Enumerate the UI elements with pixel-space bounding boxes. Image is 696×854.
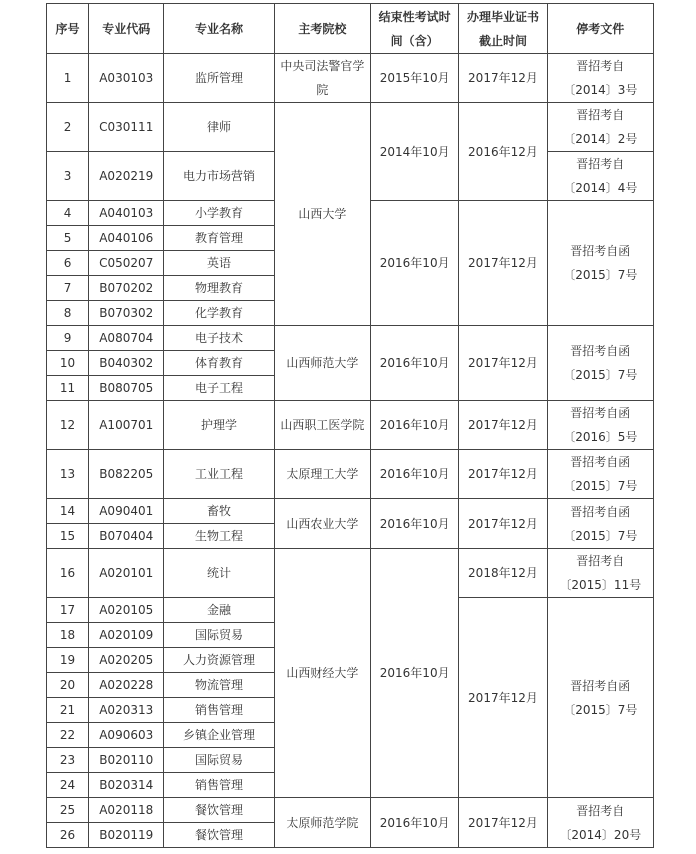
final-exam-time-cell: 2015年10月 <box>371 54 459 103</box>
major-name-cell: 销售管理 <box>164 773 274 798</box>
certificate-deadline-cell: 2017年12月 <box>459 450 547 499</box>
suspension-document-cell <box>547 326 653 401</box>
serial-no-cell: 25 <box>47 798 89 823</box>
final-exam-time-cell: 2016年10月 <box>371 549 459 798</box>
suspension-document-cell <box>547 103 653 152</box>
major-name-cell: 体育教育 <box>164 351 274 376</box>
document-number: 〔2015〕7号 <box>563 268 638 282</box>
document-number: 〔2015〕7号 <box>563 702 638 717</box>
major-name-cell: 餐饮管理 <box>164 798 274 823</box>
host-school-cell: 太原师范学院 <box>274 798 370 848</box>
table-row <box>47 798 654 823</box>
final-exam-time-cell: 2016年10月 <box>371 450 459 499</box>
major-code-cell: B080705 <box>89 376 164 401</box>
document-title: 晋招考自 <box>576 59 625 73</box>
certificate-deadline-cell: 2017年12月 <box>459 798 547 848</box>
suspension-document-cell <box>547 152 653 201</box>
major-name-cell: 护理学 <box>164 401 274 450</box>
serial-no-cell: 17 <box>47 598 89 623</box>
major-code-cell: B040302 <box>89 351 164 376</box>
host-school-cell: 中央司法警官学院 <box>274 54 370 103</box>
major-name-cell: 小学教育 <box>164 201 274 226</box>
document-title: 晋招考自函 <box>570 344 631 358</box>
serial-no-cell: 4 <box>47 201 89 226</box>
serial-no-cell: 14 <box>47 499 89 524</box>
header-host-school: 主考院校 <box>274 4 370 54</box>
certificate-deadline-cell: 2017年12月 <box>459 54 547 103</box>
serial-no-cell: 9 <box>47 326 89 351</box>
major-name-cell: 人力资源管理 <box>164 648 274 673</box>
major-name-cell: 物流管理 <box>164 673 274 698</box>
serial-no-cell: 11 <box>47 376 89 401</box>
serial-no-cell: 3 <box>47 152 89 201</box>
document-number: 〔2014〕4号 <box>563 181 638 195</box>
major-name-cell: 畜牧 <box>164 499 274 524</box>
serial-no-cell: 26 <box>47 823 89 848</box>
document-number: 〔2014〕20号 <box>559 827 642 842</box>
host-school-cell: 山西大学 <box>274 103 370 326</box>
suspension-document-cell <box>547 499 653 549</box>
document-title: 晋招考自 <box>576 157 625 171</box>
major-code-cell: A100701 <box>89 401 164 450</box>
header-certificate-deadline: 办理毕业证书截止时间 <box>459 4 547 54</box>
serial-no-cell: 16 <box>47 549 89 598</box>
document-title: 晋招考自函 <box>570 504 631 519</box>
major-name-cell: 国际贸易 <box>164 623 274 648</box>
major-code-cell: A030103 <box>89 54 164 103</box>
header-final-exam-time: 结束性考试时间（含） <box>371 4 459 54</box>
major-code-cell: C050207 <box>89 251 164 276</box>
document-number: 〔2014〕3号 <box>563 83 638 97</box>
header-major-name: 专业名称 <box>164 4 274 54</box>
major-code-cell: B020314 <box>89 773 164 798</box>
document-title: 晋招考自函 <box>570 406 631 420</box>
suspension-document-cell <box>547 401 653 450</box>
host-school-cell: 太原理工大学 <box>274 450 370 499</box>
suspension-document-cell <box>547 549 653 598</box>
major-name-cell: 律师 <box>164 103 274 152</box>
major-code-cell: A080704 <box>89 326 164 351</box>
major-name-cell: 监所管理 <box>164 54 274 103</box>
table-row <box>47 401 654 450</box>
major-name-cell: 工业工程 <box>164 450 274 499</box>
major-code-cell: A020313 <box>89 698 164 723</box>
final-exam-time-cell: 2014年10月 <box>371 103 459 201</box>
serial-no-cell: 2 <box>47 103 89 152</box>
major-code-cell: A020219 <box>89 152 164 201</box>
final-exam-time-cell: 2016年10月 <box>371 201 459 326</box>
certificate-deadline-cell: 2017年12月 <box>459 598 547 798</box>
major-code-cell: A020105 <box>89 598 164 623</box>
suspension-document-cell <box>547 450 653 499</box>
table-row <box>47 450 654 499</box>
major-code-cell: B082205 <box>89 450 164 499</box>
serial-no-cell: 12 <box>47 401 89 450</box>
table-row <box>47 499 654 524</box>
document-title: 晋招考自 <box>576 803 625 818</box>
major-code-cell: A020228 <box>89 673 164 698</box>
certificate-deadline-cell: 2018年12月 <box>459 549 547 598</box>
major-code-cell: A090401 <box>89 499 164 524</box>
certificate-deadline-cell: 2017年12月 <box>459 499 547 549</box>
suspension-document-cell <box>547 598 653 798</box>
serial-no-cell: 7 <box>47 276 89 301</box>
document-number: 〔2015〕11号 <box>559 578 642 592</box>
document-title: 晋招考自函 <box>570 678 631 693</box>
document-title: 晋招考自函 <box>570 244 631 258</box>
host-school-cell: 山西财经大学 <box>274 549 370 798</box>
major-code-cell: B070404 <box>89 524 164 549</box>
table-header-row <box>47 4 654 54</box>
document-number: 〔2016〕5号 <box>563 430 638 444</box>
certificate-deadline-cell: 2017年12月 <box>459 201 547 326</box>
major-code-cell: A020109 <box>89 623 164 648</box>
certificate-deadline-cell: 2017年12月 <box>459 326 547 401</box>
table-row <box>47 54 654 103</box>
document-title: 晋招考自函 <box>570 455 631 469</box>
major-code-cell: A040106 <box>89 226 164 251</box>
serial-no-cell: 6 <box>47 251 89 276</box>
table-row <box>47 326 654 351</box>
final-exam-time-cell: 2016年10月 <box>371 326 459 401</box>
host-school-cell: 山西农业大学 <box>274 499 370 549</box>
major-name-cell: 乡镇企业管理 <box>164 723 274 748</box>
suspension-document-cell <box>547 798 653 848</box>
major-code-cell: B020119 <box>89 823 164 848</box>
document-number: 〔2015〕7号 <box>563 528 638 543</box>
major-name-cell: 英语 <box>164 251 274 276</box>
table-row <box>47 549 654 598</box>
document-number: 〔2015〕7号 <box>563 368 638 382</box>
major-code-cell: B070202 <box>89 276 164 301</box>
serial-no-cell: 10 <box>47 351 89 376</box>
document-title: 晋招考自 <box>576 554 625 568</box>
serial-no-cell: 1 <box>47 54 89 103</box>
major-name-cell: 教育管理 <box>164 226 274 251</box>
major-name-cell: 统计 <box>164 549 274 598</box>
serial-no-cell: 20 <box>47 673 89 698</box>
major-code-cell: B070302 <box>89 301 164 326</box>
serial-no-cell: 19 <box>47 648 89 673</box>
major-name-cell: 电子工程 <box>164 376 274 401</box>
major-name-cell: 化学教育 <box>164 301 274 326</box>
major-name-cell: 金融 <box>164 598 274 623</box>
table-body <box>47 54 654 848</box>
certificate-deadline-cell: 2016年12月 <box>459 103 547 201</box>
major-code-cell: A020205 <box>89 648 164 673</box>
serial-no-cell: 23 <box>47 748 89 773</box>
host-school-cell: 山西师范大学 <box>274 326 370 401</box>
serial-no-cell: 15 <box>47 524 89 549</box>
major-code-cell: B020110 <box>89 748 164 773</box>
serial-no-cell: 13 <box>47 450 89 499</box>
header-major-code: 专业代码 <box>89 4 164 54</box>
major-name-cell: 电子技术 <box>164 326 274 351</box>
header-serial-no: 序号 <box>47 4 89 54</box>
document-number: 〔2014〕2号 <box>563 132 638 146</box>
final-exam-time-cell: 2016年10月 <box>371 401 459 450</box>
host-school-cell: 山西职工医学院 <box>274 401 370 450</box>
serial-no-cell: 21 <box>47 698 89 723</box>
major-name-cell: 销售管理 <box>164 698 274 723</box>
major-code-cell: A040103 <box>89 201 164 226</box>
serial-no-cell: 8 <box>47 301 89 326</box>
final-exam-time-cell: 2016年10月 <box>371 499 459 549</box>
final-exam-time-cell: 2016年10月 <box>371 798 459 848</box>
header-suspension-document: 停考文件 <box>547 4 653 54</box>
serial-no-cell: 22 <box>47 723 89 748</box>
major-code-cell: C030111 <box>89 103 164 152</box>
serial-no-cell: 24 <box>47 773 89 798</box>
major-name-cell: 电力市场营销 <box>164 152 274 201</box>
major-name-cell: 生物工程 <box>164 524 274 549</box>
major-code-cell: A020118 <box>89 798 164 823</box>
serial-no-cell: 18 <box>47 623 89 648</box>
suspension-document-cell <box>547 201 653 326</box>
suspension-document-cell <box>547 54 653 103</box>
table-row <box>47 103 654 152</box>
certificate-deadline-cell: 2017年12月 <box>459 401 547 450</box>
major-name-cell: 餐饮管理 <box>164 823 274 848</box>
major-name-cell: 物理教育 <box>164 276 274 301</box>
document-number: 〔2015〕7号 <box>563 479 638 493</box>
document-title: 晋招考自 <box>576 108 625 122</box>
discontinued-majors-table <box>46 3 654 848</box>
serial-no-cell: 5 <box>47 226 89 251</box>
major-code-cell: A020101 <box>89 549 164 598</box>
major-code-cell: A090603 <box>89 723 164 748</box>
major-name-cell: 国际贸易 <box>164 748 274 773</box>
